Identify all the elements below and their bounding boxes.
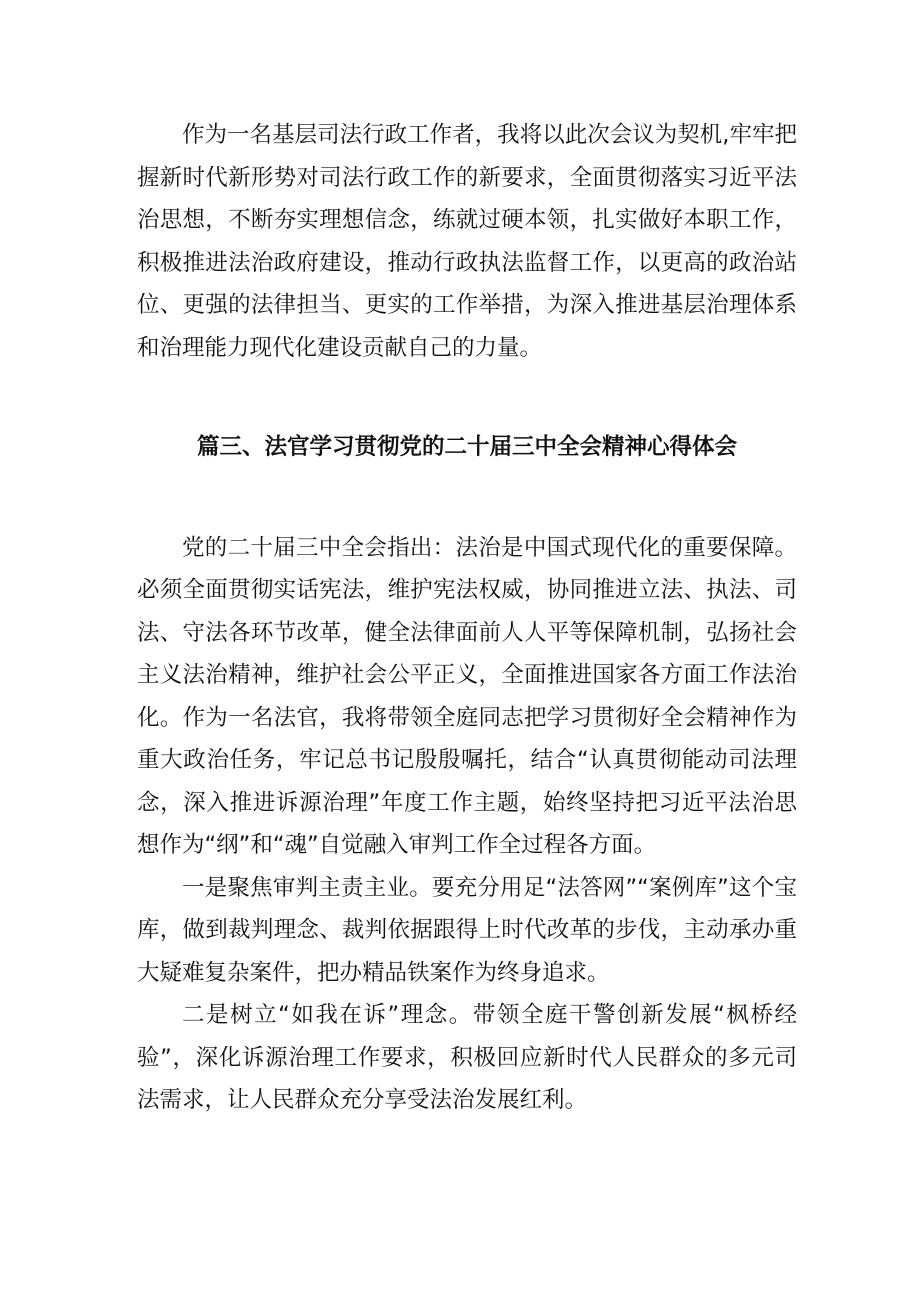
paragraph-intro: 党的二十届三中全会指出：法治是中国式现代化的重要保障。必须全面贯彻实话宪法，维护宪法权威，协同推进立法、执法、司法、守法各环节改革，健全法律面前人人平等保障机制，弘扬社会主义法治精神，维护社会公平正义，全面推进国家各方面工作法治化。作为一名法官，我将带领全庭同志把学习贯彻好全会精神作为重大政治任务，牢记总书记殷殷嘱托，结合“认真贯彻能动司法理念，深入推进诉源治理”年度工作主题，始终坚持把习近平法治思想作为“纲”和“魂”自觉融入审判工作全过程各方面。 [137,534,797,858]
section-heading: 篇三、法官学习贯彻党的二十届三中全会精神心得体会 [196,434,737,460]
paragraph-point-two: 二是树立“如我在诉”理念。带领全庭干警创新发展“枫桥经验”，深化诉源治理工作要求，积极回应新时代人民群众的多元司法需求，让人民群众充分享受法治发展红利。 [137,1002,797,1113]
document-body [137,114,797,1122]
paragraph-closing-remarks: 作为一名基层司法行政工作者，我将以此次会议为契机,牢牢把握新时代新形势对司法行政工作的新要求，全面贯彻落实习近平法治思想，不断夯实理想信念，练就过硬本领，扎实做好本职工作，积极推进法治政府建设，推动行政执法监督工作，以更高的政治站位、更强的法律担当、更实的工作举措，为深入推进基层治理体系和治理能力现代化建设贡献自己的力量。 [137,122,797,361]
spacer [137,369,797,426]
spacer [137,469,797,527]
paragraph-point-one: 一是聚焦审判主责主业。要充分用足“法答网”“案例库”这个宝库，做到裁判理念、裁判依据跟得上时代改革的步伐，主动承办重大疑难复杂案件，把办精品铁案作为终身追求。 [137,874,797,986]
